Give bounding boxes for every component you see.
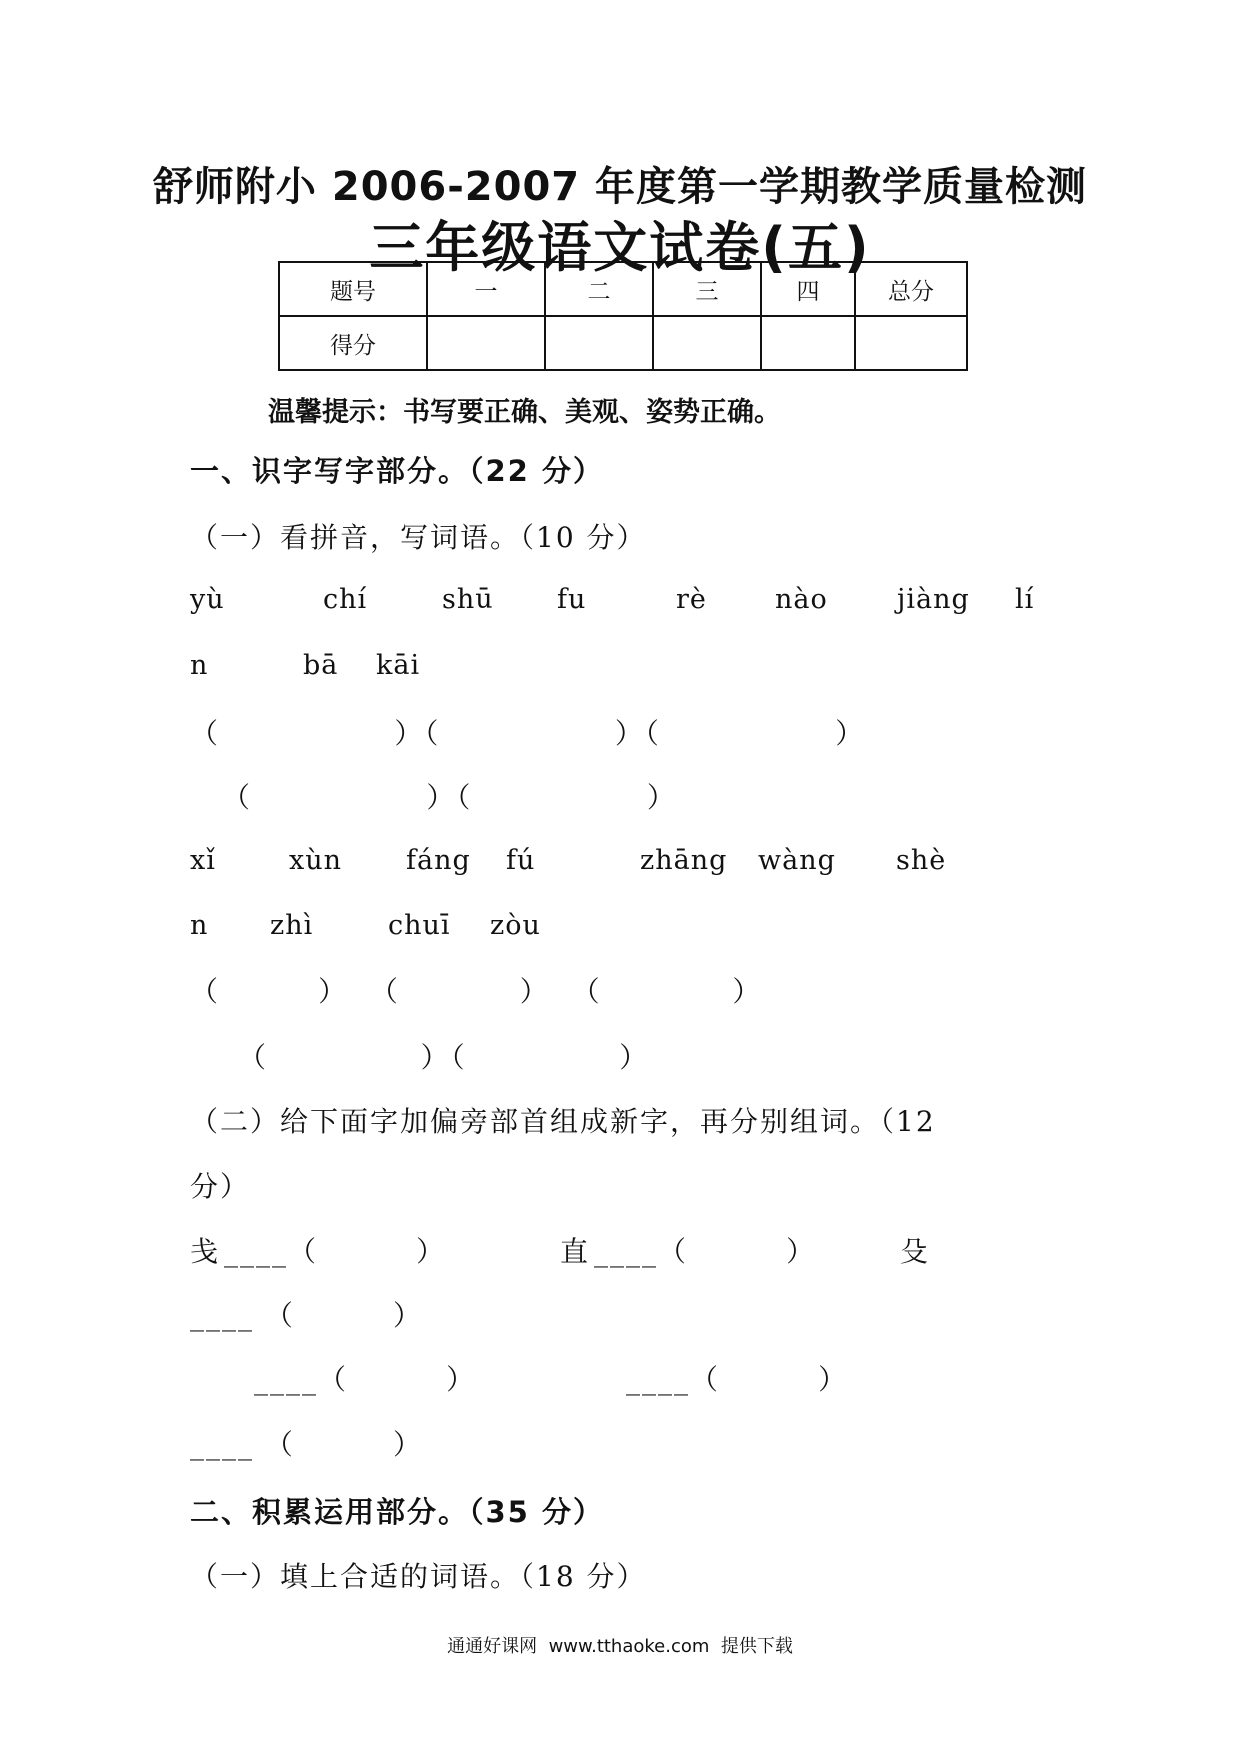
score-blank xyxy=(545,316,653,370)
section1-part2-heading-cont: 分） xyxy=(190,1170,251,1203)
pinyin: rè xyxy=(676,584,707,615)
score-cell-label: 题号 xyxy=(279,262,427,316)
pinyin: n xyxy=(190,910,209,941)
answer-blanks[interactable]: （ ）（ ） xyxy=(238,1041,650,1074)
radical-char: 殳 xyxy=(900,1235,931,1268)
score-blank xyxy=(427,316,545,370)
pinyin: yù xyxy=(190,584,225,615)
section1-heading: 一、识字写字部分。（22 分） xyxy=(190,454,604,488)
pinyin: shū xyxy=(442,584,494,615)
pinyin: fáng xyxy=(406,845,471,876)
radical-char: 戋 xyxy=(190,1235,221,1268)
answer-blanks[interactable]: （ ）（ ） xyxy=(222,781,677,814)
score-table-header-row xyxy=(279,262,967,316)
pinyin: bā xyxy=(303,650,339,681)
pinyin: lí xyxy=(1015,584,1035,615)
pinyin: zhì xyxy=(270,910,314,941)
pinyin: fu xyxy=(557,584,587,615)
score-table-score-row xyxy=(279,316,967,370)
radical-blank[interactable]: ____（ ） xyxy=(224,1235,447,1268)
answer-blanks[interactable]: （ ）（ ）（ ） xyxy=(190,717,866,750)
pinyin: fú xyxy=(506,845,536,876)
exam-title-line2: 三年级语文试卷(五) xyxy=(369,216,871,279)
hint-text: 温馨提示：书写要正确、美观、姿势正确。 xyxy=(268,397,781,428)
section2-heading: 二、积累运用部分。（35 分） xyxy=(190,1495,604,1529)
pinyin: xùn xyxy=(289,845,343,876)
score-blank xyxy=(855,316,967,370)
radical-blank[interactable]: ____ （ ） xyxy=(190,1428,424,1461)
footer-credit: 通通好课网 www.tthaoke.com 提供下载 xyxy=(447,1636,793,1657)
section1-part1-heading: （一）看拼音，写词语。（10 分） xyxy=(190,521,647,554)
radical-blank[interactable]: ____ （ ） xyxy=(190,1299,424,1332)
radical-blank[interactable]: ____（ ） xyxy=(626,1363,849,1396)
radical-blank[interactable]: ____（ ） xyxy=(254,1363,477,1396)
pinyin: jiàng xyxy=(897,584,970,615)
score-row-label: 得分 xyxy=(279,316,427,370)
section2-part1-heading: （一）填上合适的词语。（18 分） xyxy=(190,1560,647,1593)
answer-blanks[interactable]: （ ） （ ） （ ） xyxy=(190,975,763,1008)
score-cell-q1: 一 xyxy=(427,262,545,316)
exam-title-line1: 舒师附小 2006-2007 年度第一学期教学质量检测 xyxy=(152,164,1088,210)
score-cell-q3: 三 xyxy=(653,262,761,316)
pinyin: wàng xyxy=(758,845,836,876)
score-cell-total: 总分 xyxy=(855,262,967,316)
pinyin: nào xyxy=(775,584,828,615)
pinyin: kāi xyxy=(376,650,421,681)
pinyin: zhāng xyxy=(640,845,728,876)
score-blank xyxy=(761,316,855,370)
radical-blank[interactable]: ____（ ） xyxy=(594,1235,817,1268)
score-blank xyxy=(653,316,761,370)
pinyin: shè xyxy=(896,845,947,876)
pinyin: chí xyxy=(323,584,368,615)
pinyin: zòu xyxy=(490,910,541,941)
pinyin: xǐ xyxy=(190,845,216,876)
pinyin: chuī xyxy=(388,910,451,941)
score-cell-q4: 四 xyxy=(761,262,855,316)
pinyin: n xyxy=(190,650,209,681)
section1-part2-heading: （二）给下面字加偏旁部首组成新字，再分别组词。（12 xyxy=(190,1105,936,1138)
radical-char: 直 xyxy=(560,1235,591,1268)
score-table xyxy=(278,261,968,371)
score-cell-q2: 二 xyxy=(545,262,653,316)
